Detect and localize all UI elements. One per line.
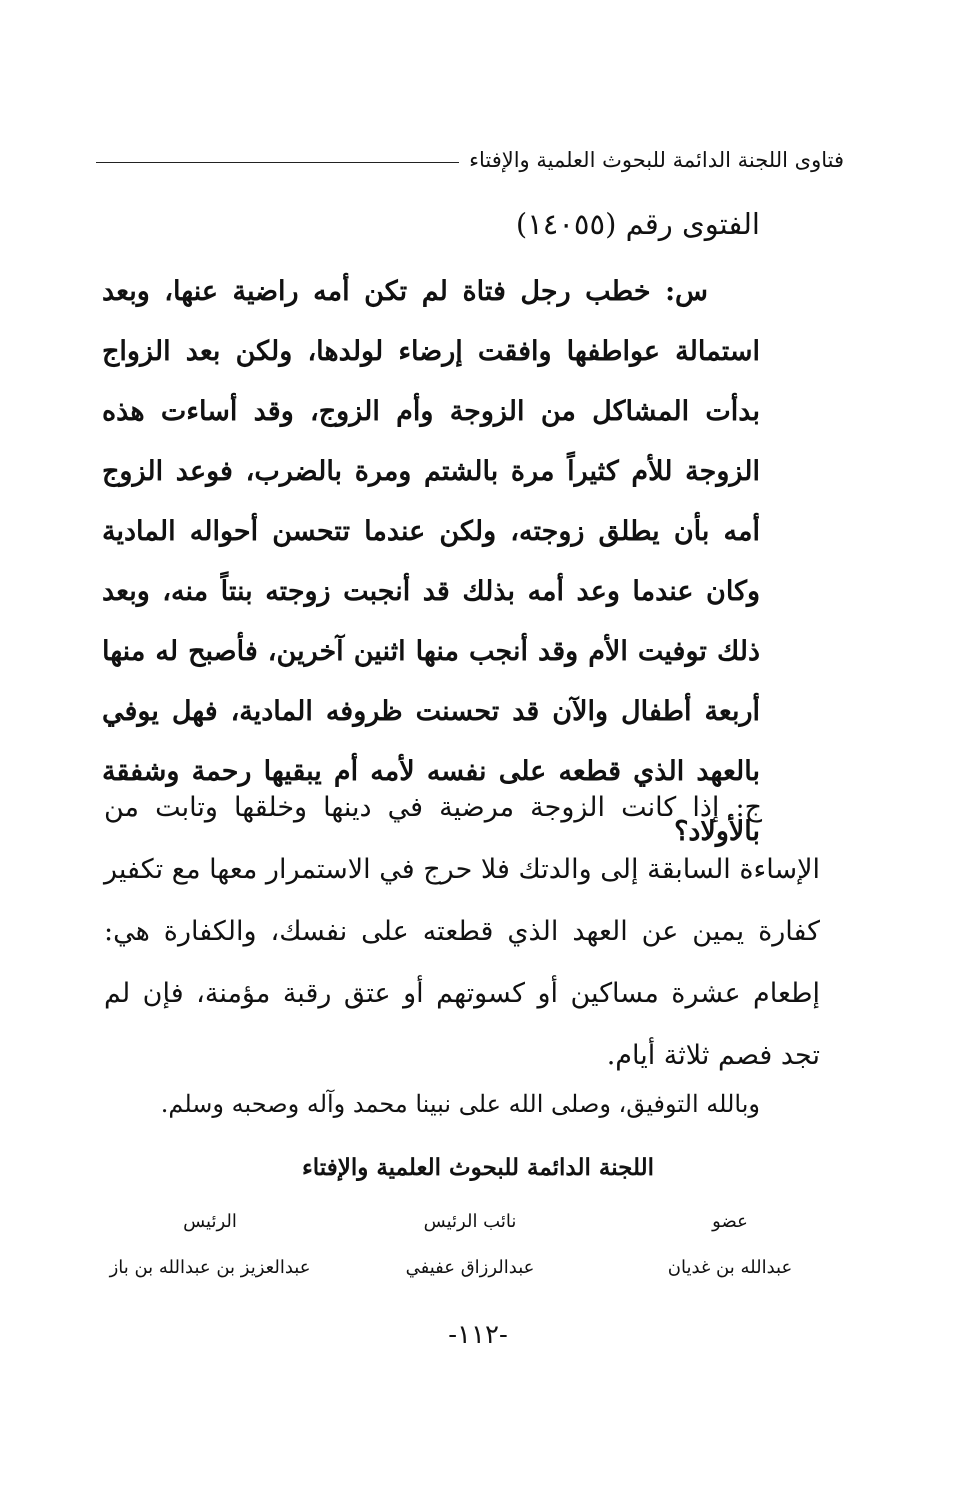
signatory-role: عضو <box>712 1211 748 1232</box>
fatwa-number: الفتوى رقم (١٤٠٥٥) <box>515 207 760 241</box>
signatory-role: الرئيس <box>183 1211 237 1232</box>
signatory-chair <box>90 1204 330 1286</box>
signatory-name: عبدالله بن غديان <box>667 1257 793 1278</box>
signatory-member <box>610 1204 850 1286</box>
signatory-vice-chair <box>350 1204 590 1286</box>
signatory-name: عبدالرزاق عفيفي <box>405 1257 535 1278</box>
answer-paragraph: ج: إذا كانت الزوجة مرضية في دينها وخلقها وتابت من الإساءة السابقة إلى والدتك فلا حرج في الاستمرار معها مع تكفير كفارة يمين عن العهد الذي قطعته على نفسك، والكفارة هي: إطعام عشرة مساكين أو كسوتهم أو عتق رقبة مؤمنة، فإن لم تجد فصم ثلاثة أيام. <box>104 792 820 1071</box>
page-number: -١١٢- <box>448 1320 508 1350</box>
running-header <box>96 140 844 180</box>
header-rule <box>96 162 459 163</box>
committee-name: اللجنة الدائمة للبحوث العلمية والإفتاء <box>301 1154 655 1181</box>
signatories <box>109 1204 793 1294</box>
closing-line: وبالله التوفيق، وصلى الله على نبينا محمد وآله وصحبه وسلم. <box>160 1090 760 1118</box>
running-title: فتاوى اللجنة الدائمة للبحوث العلمية والإفتاء <box>469 148 844 172</box>
question-paragraph: س: خطب رجل فتاة لم تكن أمه راضية عنها، وبعد استمالة عواطفها وافقت إرضاء لولدها، ولكن بعد الزواج بدأت المشاكل من الزوجة وأم الزوج، وقد أساءت هذه الزوجة للأم كثيراً مرة بالشتم ومرة بالضرب، فوعد الزوج أمه بأن يطلق زوجته، ولكن عندما تتحسن أحواله المادية وكان عندما وعد أمه بذلك قد أنجبت زوجته بنتاً منه، وبعد ذلك توفيت الأم وقد أنجب منها اثنين آخرين، فأصبح له منها أربعة أطفال والآن قد تحسنت ظروفه المادية، فهل يوفي بالعهد الذي قطعه على نفسه لأمه أم يبقيها رحمة وشفقة بالأولاد؟ <box>102 276 760 847</box>
signatory-name: عبدالعزيز بن عبدالله بن باز <box>109 1257 311 1278</box>
signatory-role: نائب الرئيس <box>423 1211 517 1232</box>
